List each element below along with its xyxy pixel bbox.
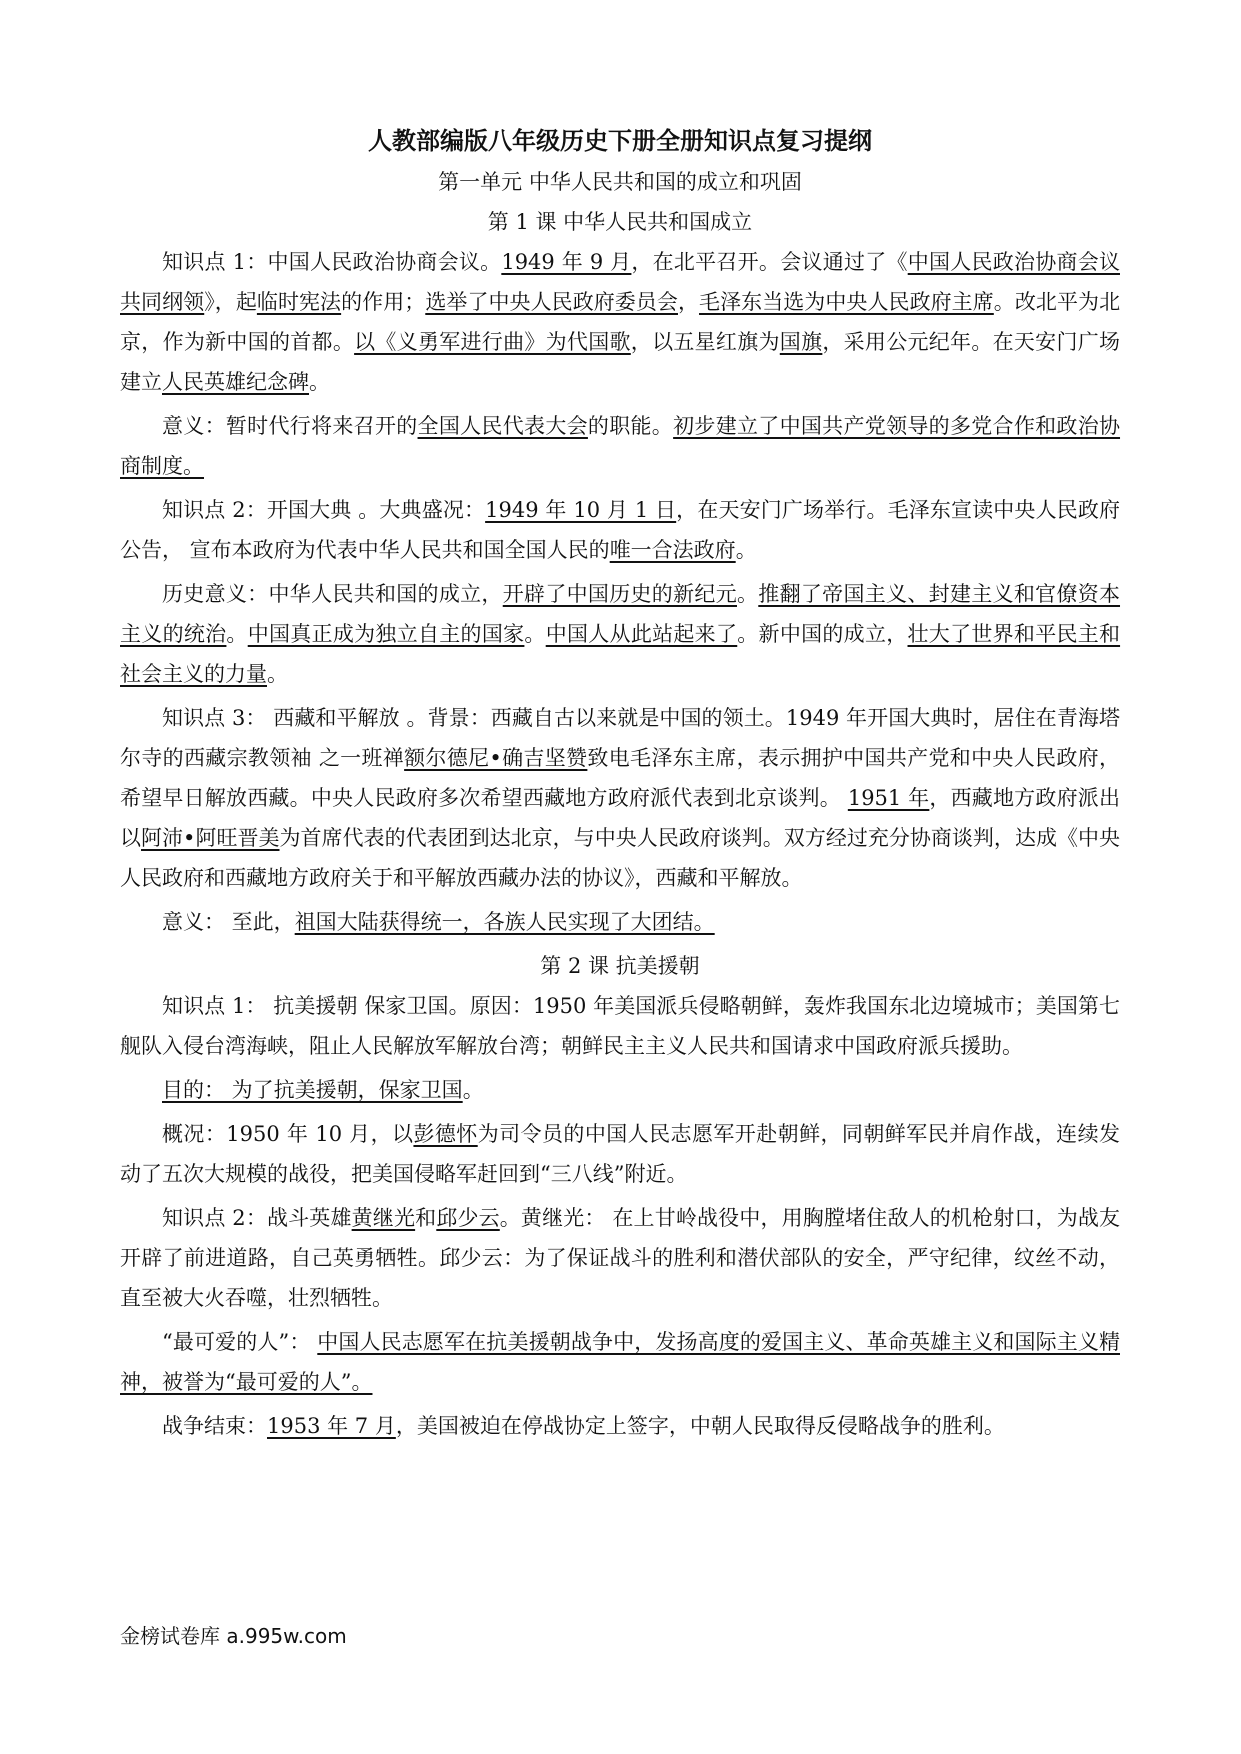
body-paragraph — [120, 902, 1120, 942]
body-paragraph — [120, 1406, 1120, 1446]
text-run: ，以五星红旗为 — [630, 330, 780, 354]
body-paragraph — [120, 1070, 1120, 1110]
body-paragraph — [120, 406, 1120, 486]
text-run: 概况：1950 年 10 月，以 — [162, 1122, 414, 1146]
text-run: 意义：暂时代行将来召开的 — [162, 414, 418, 438]
document-content — [120, 122, 1120, 1450]
underlined-text: 目的： 为了抗美援朝，保家卫国 — [162, 1078, 463, 1102]
underlined-text: 彭德怀 — [413, 1122, 478, 1146]
underlined-text: 黄继光 — [351, 1206, 416, 1230]
unit-heading: 第一单元 中华人民共和国的成立和巩固 — [438, 170, 802, 194]
underlined-text: 国旗 — [779, 330, 823, 354]
underlined-text: 中国人从此站起来了 — [545, 622, 738, 646]
text-run: 。 — [735, 538, 757, 562]
underlined-text: 1951 年 — [847, 786, 930, 810]
text-run: ，美国被迫在停战协定上签字，中朝人民取得反侵略战争的胜利。 — [395, 1414, 1005, 1438]
body-paragraph — [120, 1114, 1120, 1194]
underlined-text: 毛泽东当选为中央人民政府主席 — [699, 290, 994, 314]
text-run: 为首席代表的代表团到达北京，与中央人民政府谈判。双方经过充分协商谈判，达成《中央人民政府和西藏地方政府关于和平解放西藏办法的协议》，西藏和平解放。 — [120, 826, 1121, 890]
underlined-text: 全国人民代表大会 — [417, 414, 588, 438]
underlined-text: 唯一合法政府 — [609, 538, 736, 562]
body-paragraph — [120, 574, 1120, 694]
text-run: “最可爱的人”： — [162, 1330, 318, 1354]
text-run: 和 — [415, 1206, 437, 1230]
underlined-text: 选举了中央人民政府委员会 — [425, 290, 678, 314]
text-run: 意义： 至此， — [162, 910, 295, 934]
text-run: 。改北平为北京，作为新中国的首都。 — [120, 290, 1121, 354]
underlined-text: 以《义勇军进行曲》为代国歌 — [354, 330, 631, 354]
underlined-text: 1953 年 7 月 — [267, 1414, 396, 1438]
text-run: ，采用公元纪年。在天安门广场建立 — [120, 330, 1121, 394]
text-run: 》，起 — [204, 290, 257, 314]
text-run: 。 — [267, 662, 288, 686]
text-run: 知识点 2：战斗英雄 — [162, 1206, 352, 1230]
underlined-text: 壮大了世界和平民主和社会主义的力量 — [120, 622, 1121, 686]
text-run: 。 — [309, 370, 330, 394]
text-run: ，西藏地方政府派出以 — [120, 786, 1120, 850]
underlined-text: 中国人民政治协商会议共同纲领 — [120, 250, 1120, 314]
text-run: 知识点 2：开国大典 。大典盛况： — [162, 498, 486, 522]
underlined-text: 推翻了帝国主义、封建主义和官僚资本主义的统治 — [120, 582, 1121, 646]
body-paragraph — [120, 1198, 1120, 1318]
body-paragraph — [120, 698, 1120, 898]
underlined-text: 初步建立了中国共产党领导的多党合作和政治协商制度。 — [120, 414, 1121, 478]
underlined-text: 中国人民志愿军在抗美援朝战争中，发扬高度的爱国主义、革命英雄主义和国际主义精神，被誉为“最可爱的人”。 — [120, 1330, 1120, 1394]
paragraph-list — [120, 242, 1120, 1446]
underlined-text: 祖国大陆获得统一，各族人民实现了大团结。 — [294, 910, 715, 934]
text-run: 。 — [226, 622, 248, 646]
underlined-text: 1949 年 10 月 1 日 — [485, 498, 677, 522]
text-run: ，在北平召开。会议通过了《 — [631, 250, 908, 274]
body-paragraph — [120, 1322, 1120, 1402]
underlined-text: 阿沛•阿旺晋美 — [141, 826, 280, 850]
text-run: 历史意义：中华人民共和国的成立， — [162, 582, 503, 606]
text-run: 知识点 1：中国人民政治协商会议。 — [162, 250, 502, 274]
text-run: 知识点 1： 抗美援朝 保家卫国。原因：1950 年美国派兵侵略朝鲜，轰炸我国东北边境城市；美国第七舰队入侵台湾海峡，阻止人民解放军解放台湾；朝鲜民主主义人民共和国请求中国政府派兵援助。 — [120, 994, 1120, 1058]
footer-watermark: 金榜试卷库 a.995w.com — [120, 1624, 347, 1648]
body-paragraph — [120, 242, 1120, 402]
text-run: 。新中国的成立， — [737, 622, 908, 646]
text-run: 为司令员的中国人民志愿军开赴朝鲜，同朝鲜军民并肩作战，连续发动了五次大规模的战役，把美国侵略军赶回到“三八线”附近。 — [120, 1122, 1121, 1186]
underlined-text: 人民英雄纪念碑 — [162, 370, 309, 394]
text-run: 致电毛泽东主席，表示拥护中国共产党和中央人民政府，希望早日解放西藏。中央人民政府多次希望西藏地方政府派代表到北京谈判。 — [120, 746, 1120, 810]
underlined-text: 额尔德尼•确吉坚赞 — [404, 746, 588, 770]
text-run: 。 — [462, 1078, 484, 1102]
text-run: 战争结束： — [162, 1414, 267, 1438]
lesson-heading: 第 2 课 抗美援朝 — [540, 954, 700, 978]
text-run: 。 — [736, 582, 759, 606]
text-run: 的作用； — [341, 290, 426, 314]
text-run: 的职能。 — [587, 414, 674, 438]
body-paragraph — [120, 490, 1120, 570]
text-run: ，在天安门广场举行。毛泽东宣读中央人民政府公告， 宣布本政府为代表中华人民共和国全国人民的 — [120, 498, 1121, 562]
document-title: 人教部编版八年级历史下册全册知识点复习提纲 — [368, 126, 872, 155]
underlined-text: 临时宪法 — [256, 290, 342, 314]
underlined-text: 邱少云 — [436, 1206, 500, 1230]
underlined-text: 1949 年 9 月 — [501, 250, 632, 274]
body-paragraph — [120, 986, 1120, 1066]
underlined-text: 开辟了中国历史的新纪元 — [502, 582, 737, 606]
text-run: 。 — [524, 622, 546, 646]
text-run: 知识点 3： 西藏和平解放 。背景：西藏自古以来就是中国的领土。1949 年开国大典时，居住在青海塔尔寺的西藏宗教领袖 之一班禅 — [120, 706, 1120, 770]
lesson-heading: 第 1 课 中华人民共和国成立 — [487, 210, 753, 234]
underlined-text: 中国真正成为独立自主的国家 — [247, 622, 525, 646]
text-run: ， — [677, 290, 700, 314]
text-run: 。黄继光： 在上甘岭战役中，用胸膛堵住敌人的机枪射口，为战友开辟了前进道路，自己英勇牺牲。邱少云：为了保证战斗的胜利和潜伏部队的安全，严守纪律，纹丝不动，直至被大火吞噬，壮烈牺牲。 — [120, 1206, 1121, 1310]
